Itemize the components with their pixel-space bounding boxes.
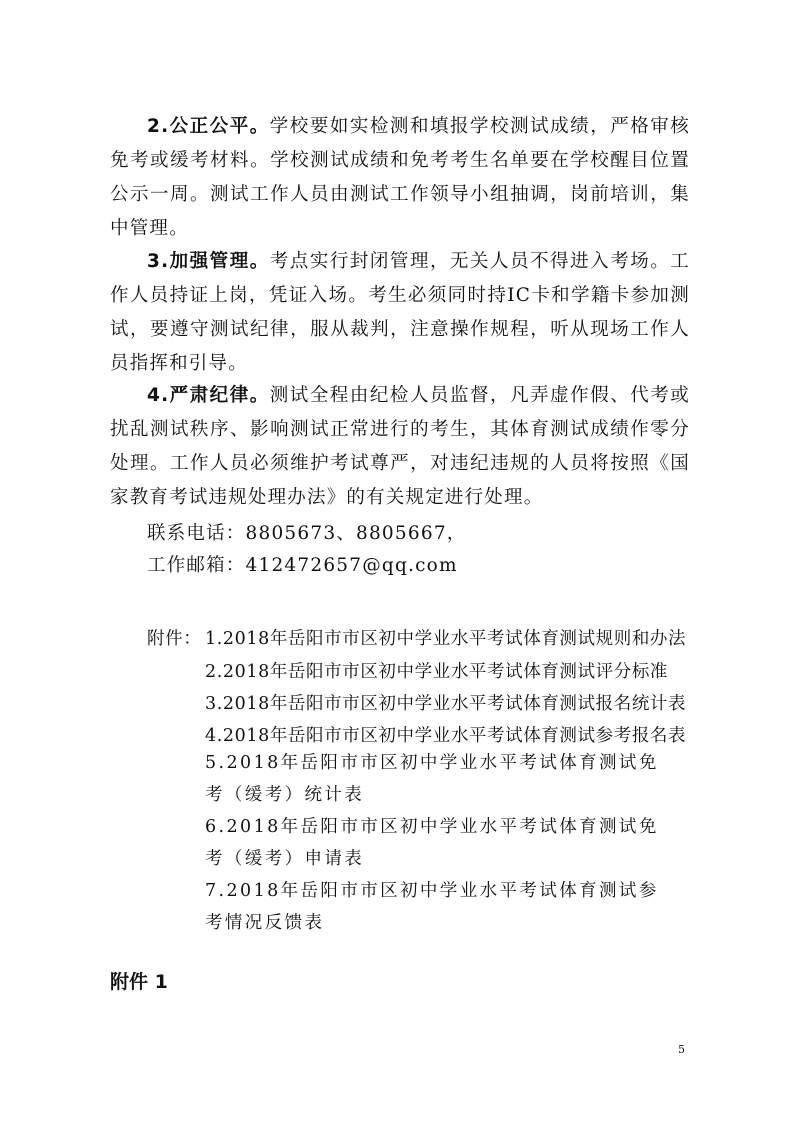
attachment-item-1: 1.2018年岳阳市市区初中学业水平考试体育测试规则和办法 [205,629,687,649]
attachment-item-5: 5.2018年岳阳市市区初中学业水平考试体育测试免考（缓考）统计表 [205,753,659,805]
attachment-item-6: 6.2018年岳阳市市区初中学业水平考试体育测试免考（缓考）申请表 [205,817,659,869]
paragraph-body: 考点实行封闭管理，无关人员不得进入考场。工作人员持证上岗，凭证入场。考生必须同时持IC卡和学籍卡参加测试，要遵守测试纪律，服从裁判，注意操作规程，听从现场工作人员指挥和引导。 [110,251,690,374]
paragraph-management [110,245,690,381]
appendix-title: 附件 1 [110,971,168,993]
paragraph-heading: 4.严肃纪律。 [147,385,270,406]
attachments-prefix: 附件： [147,629,202,649]
attachment-item-2: 2.2018年岳阳市市区初中学业水平考试体育测试评分标准 [205,662,669,682]
page-number: 5 [678,1043,685,1056]
paragraph-body: 测试全程由纪检人员监督，凡弄虚作假、代考或扰乱测试秩序、影响测试正常进行的考生，其体育测试成绩作零分处理。工作人员必须维护考试尊严，对违纪违规的人员将按照《国家教育考试违规处理办法》的有关规定进行处理。 [110,385,690,508]
paragraph-fairness [110,110,690,246]
paragraph-heading: 2.公正公平。 [147,116,270,137]
attachment-item-4: 4.2018年岳阳市市区初中学业水平考试体育测试参考报名表 [205,726,687,746]
paragraph-discipline [110,379,690,515]
paragraph-heading: 3.加强管理。 [147,251,270,272]
contact-phone: 联系电话：8805673、8805667， [147,523,467,544]
attachment-item-7: 7.2018年岳阳市市区初中学业水平考试体育测试参考情况反馈表 [205,881,659,933]
attachment-item-3: 3.2018年岳阳市市区初中学业水平考试体育测试报名统计表 [205,694,687,714]
contact-email: 工作邮箱：412472657@qq.com [147,555,458,576]
paragraph-body: 学校要如实检测和填报学校测试成绩，严格审核免考或缓考材料。学校测试成绩和免考考生名单要在学校醒目位置公示一周。测试工作人员由测试工作领导小组抽调，岗前培训，集中管理。 [110,116,690,239]
